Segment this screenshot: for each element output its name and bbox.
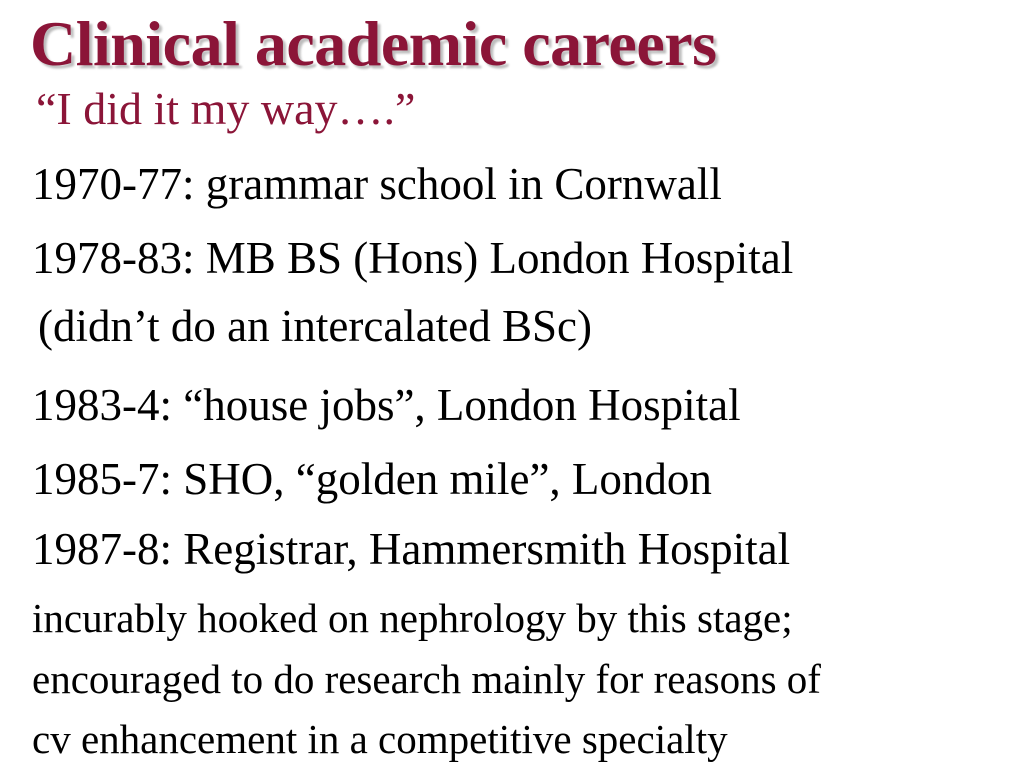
note-line-3: cv enhancement in a competitive specialty — [32, 716, 728, 762]
slide-subtitle: “I did it my way….” — [36, 83, 416, 134]
entry-mbbs-note: (didn’t do an intercalated BSc) — [38, 301, 592, 351]
entry-sho: 1985-7: SHO, “golden mile”, London — [32, 454, 712, 504]
entry-mbbs: 1978-83: MB BS (Hons) London Hospital — [32, 233, 794, 283]
note-line-2: encouraged to do research mainly for reasons of — [32, 656, 821, 702]
entry-registrar: 1987-8: Registrar, Hammersmith Hospital — [32, 524, 791, 574]
entry-house-jobs: 1983-4: “house jobs”, London Hospital — [32, 380, 741, 430]
entry-grammar-school: 1970-77: grammar school in Cornwall — [32, 159, 722, 209]
note-line-1: incurably hooked on nephrology by this stage; — [32, 595, 793, 641]
slide-title: Clinical academic careers — [30, 8, 717, 79]
